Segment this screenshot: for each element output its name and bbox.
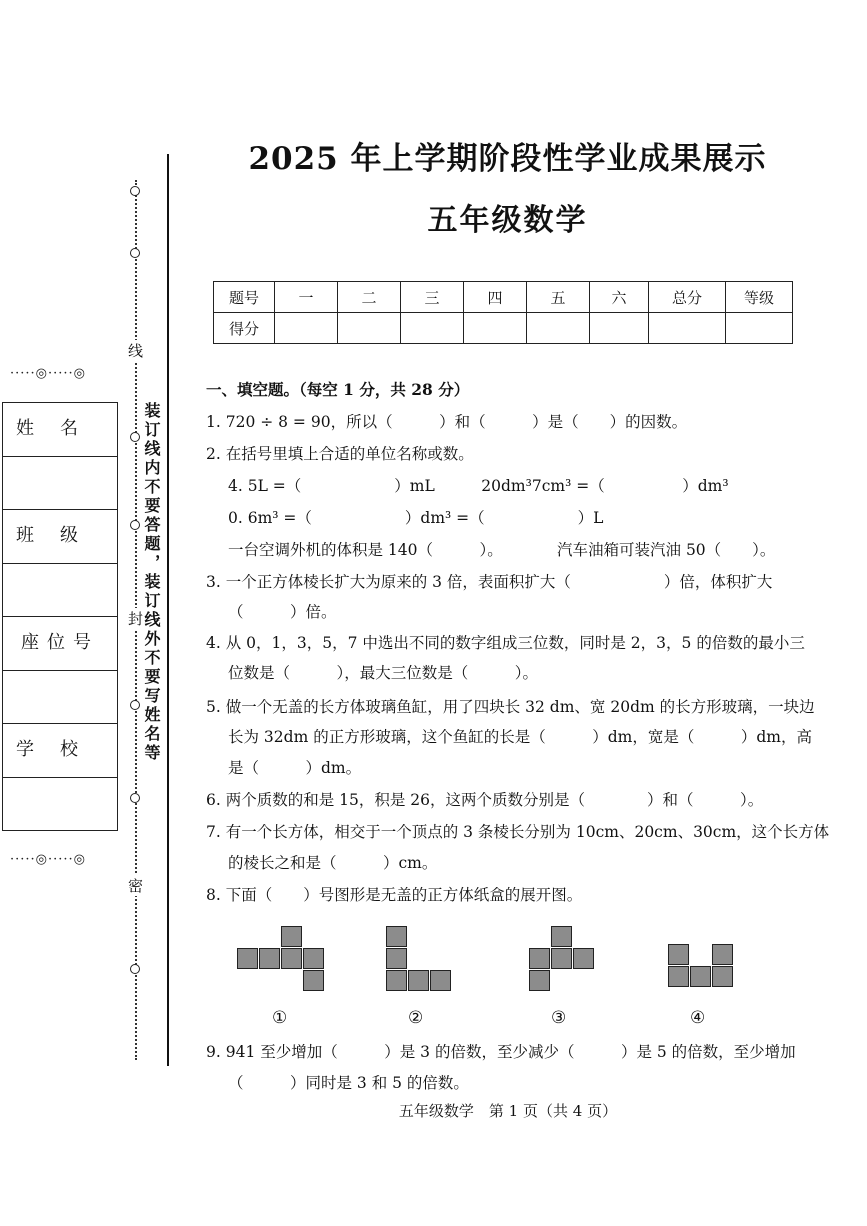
score-header-cell: 一 <box>275 282 338 313</box>
net-square <box>386 948 407 969</box>
net-square <box>690 966 711 987</box>
net-square <box>259 948 280 969</box>
score-header-cell: 三 <box>401 282 464 313</box>
net-square <box>408 970 429 991</box>
binding-hole <box>130 432 140 442</box>
seal-char-mi: 密 <box>128 877 144 895</box>
figure-label-3: ③ <box>551 1008 567 1028</box>
question-6[interactable]: 6. 两个质数的和是 15，积是 26，这两个质数分别是（ ）和（ ）。 <box>206 791 764 809</box>
net-square <box>573 948 594 969</box>
score-header-cell: 二 <box>338 282 401 313</box>
score-table <box>213 281 793 344</box>
score-input-cell[interactable] <box>726 313 793 344</box>
score-row-label: 得分 <box>214 313 275 344</box>
net-square <box>430 970 451 991</box>
class-field[interactable] <box>3 564 117 618</box>
score-header-cell: 总分 <box>649 282 726 313</box>
net-square <box>529 970 550 991</box>
net-square <box>551 948 572 969</box>
seal-char-feng: 封 <box>128 610 144 628</box>
score-input-cell[interactable] <box>401 313 464 344</box>
question-3[interactable]: 3. 一个正方体棱长扩大为原来的 3 倍，表面积扩大（ ）倍，体积扩大 <box>206 573 773 591</box>
question-5-cont[interactable]: 长为 32dm 的正方形玻璃，这个鱼缸的长是（ ）dm，宽是（ ）dm，高 <box>228 728 812 746</box>
question-7-cont[interactable]: 的棱长之和是（ ）cm。 <box>228 854 438 872</box>
net-square <box>386 970 407 991</box>
figure-label-1: ① <box>272 1008 288 1028</box>
net-square <box>668 944 689 965</box>
question-2-line-2[interactable]: 0. 6m³ =（ ）dm³ =（ ）L <box>228 509 604 527</box>
decorative-dots-top: ·····◎·····◎ <box>10 366 87 381</box>
score-header-cell: 等级 <box>726 282 793 313</box>
question-5[interactable]: 5. 做一个无盖的长方体玻璃鱼缸，用了四块长 32 dm、宽 20dm 的长方形玻璃，一块边 <box>206 698 815 716</box>
seat-label: 座位号 <box>3 617 117 671</box>
class-label: 班级 <box>3 510 117 564</box>
question-2: 2. 在括号里填上合适的单位名称或数。 <box>206 445 474 463</box>
question-3-cont[interactable]: （ ）倍。 <box>228 603 337 621</box>
school-field[interactable] <box>3 778 117 831</box>
net-square <box>386 926 407 947</box>
score-input-cell[interactable] <box>590 313 649 344</box>
binding-line <box>167 154 169 1066</box>
figure-label-2: ② <box>408 1008 424 1028</box>
question-2-line-3[interactable]: 一台空调外机的体积是 140（ ）。 汽车油箱可装汽油 50（ ）。 <box>228 541 776 559</box>
seal-char-xian: 线 <box>128 342 144 360</box>
score-header-cell: 五 <box>527 282 590 313</box>
figure-label-4: ④ <box>690 1008 706 1028</box>
score-header-cell: 六 <box>590 282 649 313</box>
score-input-cell[interactable] <box>527 313 590 344</box>
score-input-cell[interactable] <box>649 313 726 344</box>
net-square <box>712 966 733 987</box>
net-square <box>303 948 324 969</box>
score-header-cell: 题号 <box>214 282 275 313</box>
question-5-cont2[interactable]: 是（ ）dm。 <box>228 759 362 777</box>
score-input-cell[interactable] <box>338 313 401 344</box>
question-1[interactable]: 1. 720 ÷ 8 = 90，所以（ ）和（ ）是（ ）的因数。 <box>206 413 688 431</box>
binding-hole <box>130 793 140 803</box>
score-input-cell[interactable] <box>275 313 338 344</box>
net-square <box>303 970 324 991</box>
net-square <box>281 948 302 969</box>
binding-hole <box>130 186 140 196</box>
name-label: 姓名 <box>3 403 117 457</box>
question-7[interactable]: 7. 有一个长方体，相交于一个顶点的 3 条棱长分别为 10cm、20cm、30cm，这个长方体 <box>206 823 830 841</box>
binding-notice: 装订线内不要答题，装订线外不要写姓名等 <box>142 402 161 763</box>
section-heading: 一、填空题。（每空 1 分，共 28 分） <box>206 380 470 399</box>
net-square <box>668 966 689 987</box>
binding-hole <box>130 520 140 530</box>
page-title: 2025 年上学期阶段性学业成果展示 <box>248 141 767 177</box>
student-info-box <box>2 402 118 831</box>
binding-hole <box>130 248 140 258</box>
page-subtitle: 五年级数学 <box>427 203 588 238</box>
binding-hole <box>130 700 140 710</box>
net-square <box>529 948 550 969</box>
net-square <box>237 948 258 969</box>
score-header-cell: 四 <box>464 282 527 313</box>
net-square <box>712 944 733 965</box>
name-field[interactable] <box>3 457 117 511</box>
question-4-cont[interactable]: 位数是（ ），最大三位数是（ ）。 <box>228 664 539 682</box>
binding-hole <box>130 964 140 974</box>
decorative-dots-bottom: ·····◎·····◎ <box>10 852 87 867</box>
question-9-cont[interactable]: （ ）同时是 3 和 5 的倍数。 <box>228 1074 469 1092</box>
question-9[interactable]: 9. 941 至少增加（ ）是 3 的倍数，至少减少（ ）是 5 的倍数，至少增加 <box>206 1043 796 1061</box>
score-table-score-row <box>214 313 793 344</box>
score-table-header-row <box>214 282 793 313</box>
seat-field[interactable] <box>3 671 117 725</box>
question-4[interactable]: 4. 从 0，1，3，5，7 中选出不同的数字组成三位数，同时是 2，3，5 的倍数的最小三 <box>206 634 805 652</box>
question-8[interactable]: 8. 下面（ ）号图形是无盖的正方体纸盒的展开图。 <box>206 886 583 904</box>
score-input-cell[interactable] <box>464 313 527 344</box>
net-square <box>281 926 302 947</box>
page-footer: 五年级数学 第 1 页（共 4 页） <box>398 1102 618 1120</box>
school-label: 学校 <box>3 724 117 778</box>
question-2-line-1[interactable]: 4. 5L =（ ）mL 20dm³7cm³ =（ ）dm³ <box>228 477 729 495</box>
net-square <box>551 926 572 947</box>
